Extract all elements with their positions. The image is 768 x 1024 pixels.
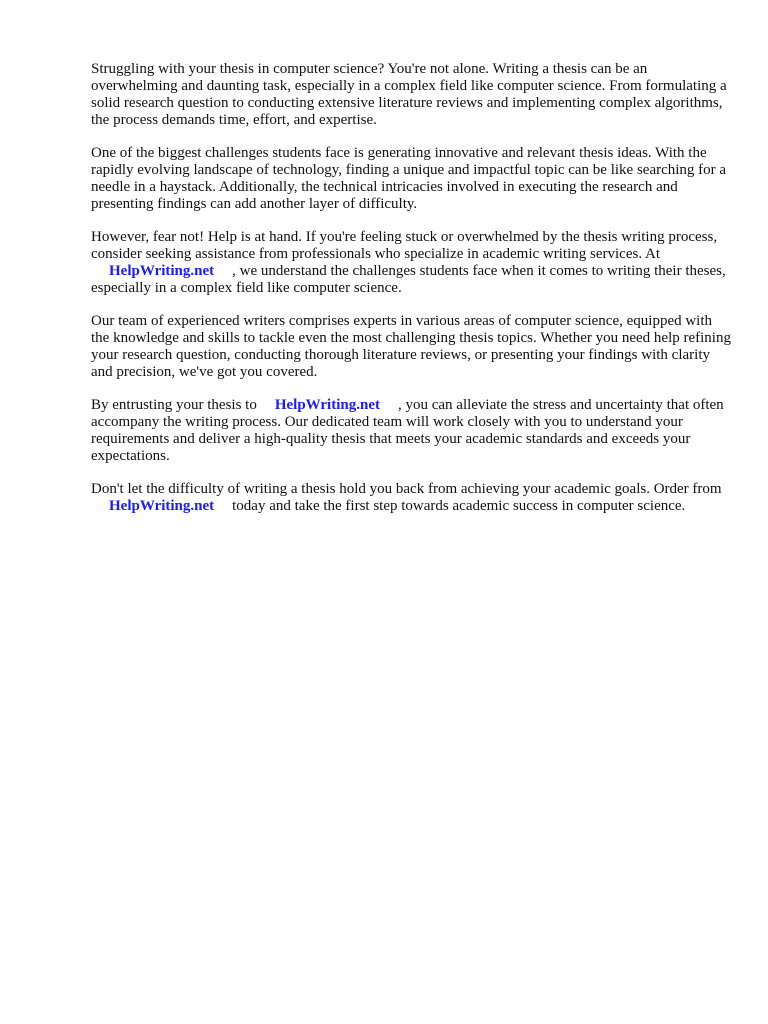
- paragraph-intro: [91, 61, 731, 129]
- paragraph-challenges: [91, 145, 731, 213]
- paragraph-text: Struggling with your thesis in computer science? You're not alone. Writing a thesis can be an overwhelming and daunting task, especially in a complex field like computer science. From formulating a solid research question to conducting extensive literature reviews and implementing complex algorithms, the process demands time, effort, and expertise.: [91, 61, 727, 128]
- paragraph-text: Our team of experienced writers comprises experts in various areas of computer science, equipped with the knowledge and skills to tackle even the most challenging thesis topics. Whether you need help refining your research question, conducting thorough literature reviews, or presenting your findings with clarity and precision, we've got you covered.: [91, 313, 731, 380]
- paragraph-text-after: , we understand the challenges students face when it comes to writing their theses, especially in a complex field like computer science.: [91, 263, 726, 296]
- paragraph-order: [91, 481, 731, 515]
- paragraph-text-before: By entrusting your thesis to: [91, 397, 257, 413]
- helpwriting-link[interactable]: HelpWriting.net: [109, 263, 215, 279]
- helpwriting-link[interactable]: HelpWriting.net: [109, 498, 215, 514]
- paragraph-text: One of the biggest challenges students face is generating innovative and relevant thesis ideas. With the rapidly evolving landscape of technology, finding a unique and impactful topic can be like searching for a needle in a haystack. Additionally, the technical intricacies involved in executing the research and presenting findings can add another layer of difficulty.: [91, 145, 727, 212]
- paragraph-entrusting: [91, 397, 731, 465]
- paragraph-text-before: Don't let the difficulty of writing a thesis hold you back from achieving your academic goals. Order from: [91, 481, 722, 497]
- paragraph-help: [91, 229, 731, 297]
- helpwriting-link[interactable]: HelpWriting.net: [274, 397, 380, 413]
- paragraph-team: [91, 313, 731, 381]
- document-body: [91, 61, 731, 531]
- paragraph-text-before: However, fear not! Help is at hand. If you're feeling stuck or overwhelmed by the thesis writing process, consider seeking assistance from professionals who specialize in academic writing services. At: [91, 229, 718, 262]
- paragraph-text-after: today and take the first step towards academic success in computer science.: [232, 498, 686, 514]
- paragraph-text-after: , you can alleviate the stress and uncertainty that often accompany the writing process. Our dedicated team will work closely with you to understand your requirements and deliver a high-quality thesis that meets your academic standards and exceeds your expectations.: [91, 397, 724, 464]
